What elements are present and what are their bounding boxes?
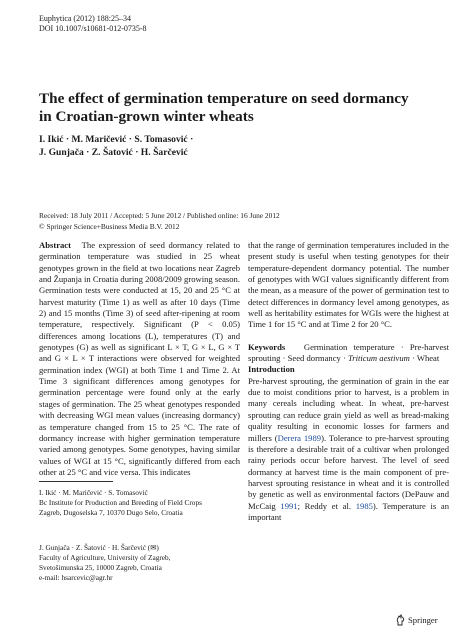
citation-link-depauw[interactable]: 1991: [280, 500, 298, 511]
keywords-text-end: · Wheat: [409, 353, 440, 364]
abstract-text-left: The expression of seed dormancy related to germination temperature was studied in 25 wheat genotypes grown in the field at two locations near Zagreb and Županja in Croatia during 2008/2009 growing season. Germination tests were conducted at 15, 20 and 25 °C at harvest maturity (Time 1) as well as after 10 days (Time 2) and 15 months (Time 3) of seed after-ripening at room temperature, respectively. Significant (P < 0.05) differences among locations (L), temperatures (T) and genotypes (G) as well as significant L × T, G × L, G × T and G × L × T interactions were observed for weighted germination index (WGI) at both Time 1 and Time 2. At Time 3 significant differences among genotypes for germination percentage were found only at the early stages of germination. The 25 wheat genotypes responded with decreasing WGI mean values (increasing dormancy) as temperature changed from 15 to 25 °C. The rate of dormancy increase with higher germination temperature varied among genotypes. Some genotypes, having similar values of WGI at 15 °C, significantly differed from each other at 25 °C and vice versa. This indicates: [39, 240, 240, 477]
introduction-paragraph: [248, 376, 449, 523]
author-list: [39, 133, 429, 159]
keywords-text: Germination temperature · Pre-harvest sprouting · Seed dormancy ·: [248, 341, 449, 364]
introduction-heading: Introduction: [248, 364, 295, 375]
keywords-label: Keywords: [248, 341, 286, 352]
publisher-footer: [396, 614, 438, 626]
doi: DOI 10.1007/s10681-012-0735-8: [39, 24, 147, 33]
abstract-continuation: that the range of germination temperatures included in the present study is useful when testing genotypes for their temperature-dependent dormancy potential. The number of genotypes with WGI values significantly different from the mean, as a measure of the power of germination test to detect differences in dormancy level among genotypes, as well as heritability estimates for WGIs were the highest at Time 1 for 15 °C and at Time 2 for 20 °C.: [248, 240, 449, 330]
abstract-paragraph: [39, 240, 240, 478]
title-line-2: in Croatian-grown winter wheats: [39, 108, 254, 125]
intro-text-2: ). Tolerance to pre-harvest sprouting is therefore a desirable trait of a cultivar when prolonged rainy periods occur before harvest. The level of seed dormancy at harvest time is the main component of pre-harvest sprouting resistance in wheat and it is controlled by genetic as well as environmental factors (DePauw and McCaig: [248, 432, 450, 511]
abstract-label: Abstract: [39, 240, 71, 250]
springer-knight-icon: [396, 614, 405, 626]
received-accepted-line: Received: 18 July 2011 / Accepted: 5 June 2012 / Published online: 16 June 2012: [39, 211, 280, 220]
intro-text-3: ; Reddy et al.: [297, 500, 356, 511]
corresponding-email[interactable]: e-mail: hsarcevic@agr.hr: [39, 573, 113, 582]
left-column: [39, 240, 240, 478]
right-column: [248, 240, 449, 523]
keywords-species: Triticum aestivum: [348, 353, 410, 364]
copyright-line: © Springer Science+Business Media B.V. 2012: [39, 222, 180, 231]
affiliation-2-address: Svetošimunska 25, 10000 Zagreb, Croatia: [39, 563, 162, 572]
intro-text-4: ). Temperature is an important: [248, 500, 449, 522]
affiliation-1-institute: Bc Institute for Production and Breeding of Field Crops: [39, 498, 202, 507]
affiliation-1: [39, 488, 244, 518]
affiliation-1-address: Zagreb, Dugoselska 7, 10370 Dugo Selo, Croatia: [39, 508, 183, 517]
authors-line-2: J. Gunjača · Z. Šatović · H. Šarčević: [39, 147, 188, 158]
affiliation-2: [39, 543, 244, 583]
citation-link-derera[interactable]: Derera 1989: [277, 432, 322, 443]
affiliation-2-names: J. Gunjača · Z. Šatović · H. Šarčević (✉): [39, 543, 159, 552]
title-line-1: The effect of germination temperature on seed dormancy: [39, 90, 409, 107]
authors-line-1: I. Ikić · M. Maričević · S. Tomasović ·: [39, 134, 194, 145]
affiliation-1-names: I. Ikić · M. Maričević · S. Tomasović: [39, 488, 148, 497]
article-title: [39, 90, 439, 126]
footnote-divider: [39, 481, 113, 482]
journal-header: [39, 14, 147, 34]
keywords-paragraph: [248, 342, 449, 365]
citation-link-reddy[interactable]: 1985: [355, 500, 373, 511]
intro-text-1: Pre-harvest sprouting, the germination of grain in the ear due to moist conditions prior to harvest, is a problem in many cereals including wheat. In wheat, pre-harvest sprouting can reduce grain yield as well as bread-making quality resulting in economic losses for farmers and millers (: [248, 375, 449, 443]
journal-citation: Euphytica (2012) 188:25–34: [39, 14, 131, 23]
publication-dates: [39, 210, 459, 232]
affiliation-2-faculty: Faculty of Agriculture, University of Zagreb,: [39, 553, 171, 562]
springer-logo-text: Springer: [408, 615, 438, 625]
